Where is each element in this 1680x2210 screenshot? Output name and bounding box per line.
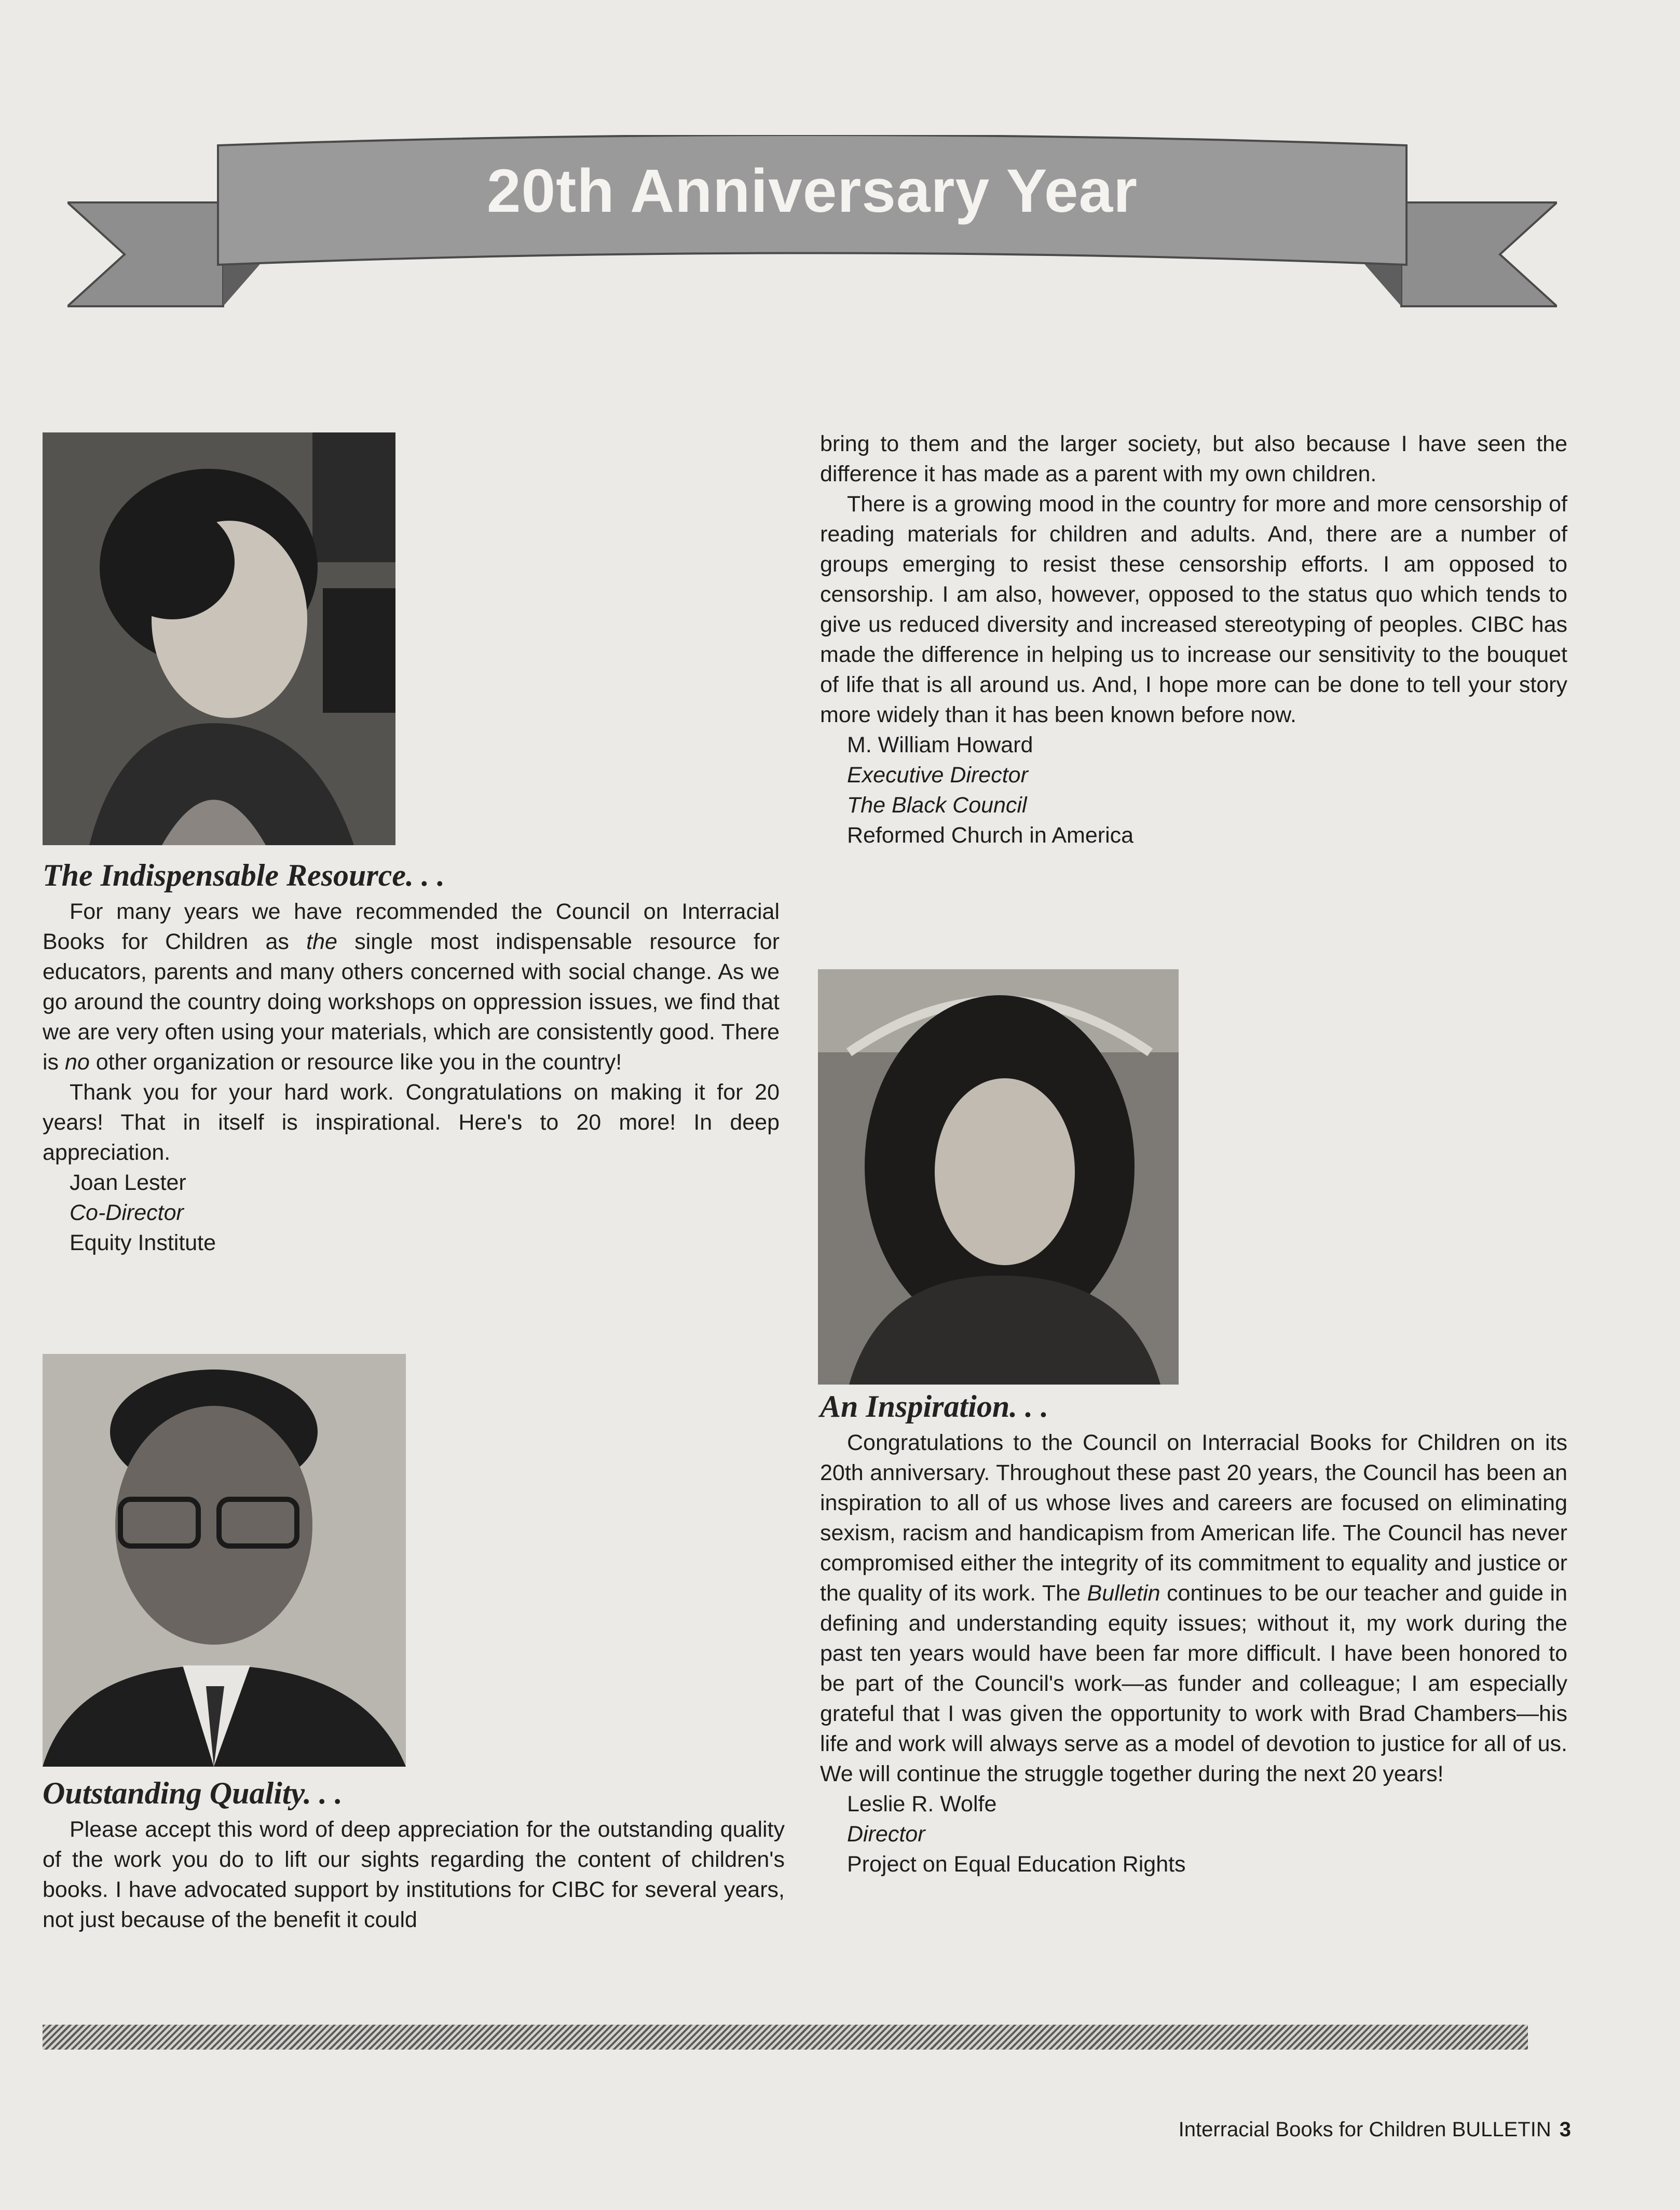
page-footer [1179, 2118, 1571, 2141]
paragraph: There is a growing mood in the country for more and more censorship of reading materials for children and adults. And, there are a number of groups emerging to resist these censorship efforts. I am opposed to censorship. I am also, however, opposed to the status quo which tends to give us reduced diversity and increased stereotyping of peoples. CIBC has made the difference in helping us to increase our sensitivity to the bouquet of life that is all around us. And, I hope more can be done to tell your story more widely than it has been known before now. [820, 492, 1567, 727]
section-outstanding-quality-continued [820, 429, 1567, 850]
signature-title: Director [847, 1822, 925, 1847]
section-heading: An Inspiration. . . [820, 1389, 1049, 1423]
anniversary-banner [67, 135, 1557, 343]
section-indispensable-resource [43, 858, 780, 1258]
page-number: 3 [1559, 2118, 1571, 2141]
signature-organization: Equity Institute [70, 1230, 216, 1255]
section-an-inspiration [820, 1389, 1567, 1879]
paragraph: Thank you for your hard work. Congratulations on making it for 20 years! That in itself is inspirational. Here's to 20 more! In deep appreciation. [43, 1080, 780, 1165]
signature-name: M. William Howard [847, 733, 1033, 757]
portrait-photo-leslie-wolfe [818, 969, 1179, 1385]
paragraph: Congratulations to the Council on Interracial Books for Children on its 20th anniversary. Throughout these past 20 years, the Council has been an inspiration to all of us whose lives and careers are focused on eliminating sexism, racism and handicapism from American life. The Council has never compromised either the integrity of its commitment to equality and justice or the quality of its work. The Bulletin continues to be our teacher and guide in defining and understanding equity issues; without it, my work during the past ten years would have been far more difficult. I have been honored to be part of the Council's work—as funder and colleague; I am especially grateful that I was given the opportunity to work with Brad Chambers—his life and work will always serve as a model of devotion to justice for all of us. We will continue the struggle together during the next 20 years! [820, 1430, 1567, 1786]
paragraph: Please accept this word of deep appreciation for the outstanding quality of the work you do to lift our sights regarding the content of children's books. I have advocated support by institutions for CIBC for several years, not just because of the benefit it could [43, 1817, 785, 1932]
section-heading: The Indispensable Resource. . . [43, 858, 445, 892]
signature-name: Joan Lester [70, 1170, 186, 1195]
banner-title: 20th Anniversary Year [486, 157, 1138, 225]
hatched-divider [43, 2025, 1528, 2050]
paragraph: For many years we have recommended the Council on Interracial Books for Children as the single most indispensable resource for educators, parents and many others concerned with social change. As we go around the country doing workshops on oppression issues, we find that we are very often using your materials, which are consistently good. There is no other organization or resource like you in the country! [43, 899, 780, 1075]
signature-name: Leslie R. Wolfe [847, 1792, 997, 1816]
signature-title-secondary: The Black Council [847, 793, 1027, 818]
signature-organization: Project on Equal Education Rights [847, 1852, 1186, 1877]
portrait-photo-joan-lester [43, 432, 395, 845]
publication-name: Interracial Books for Children BULLETIN [1178, 2118, 1551, 2141]
portrait-photo-william-howard [43, 1354, 406, 1767]
section-outstanding-quality [43, 1775, 785, 1935]
paragraph: bring to them and the larger society, but also because I have seen the difference it has made as a parent with my own children. [820, 431, 1567, 486]
section-heading: Outstanding Quality. . . [43, 1776, 343, 1810]
signature-organization: Reformed Church in America [847, 823, 1134, 848]
signature-title: Co-Director [70, 1200, 184, 1225]
signature-title: Executive Director [847, 763, 1028, 788]
